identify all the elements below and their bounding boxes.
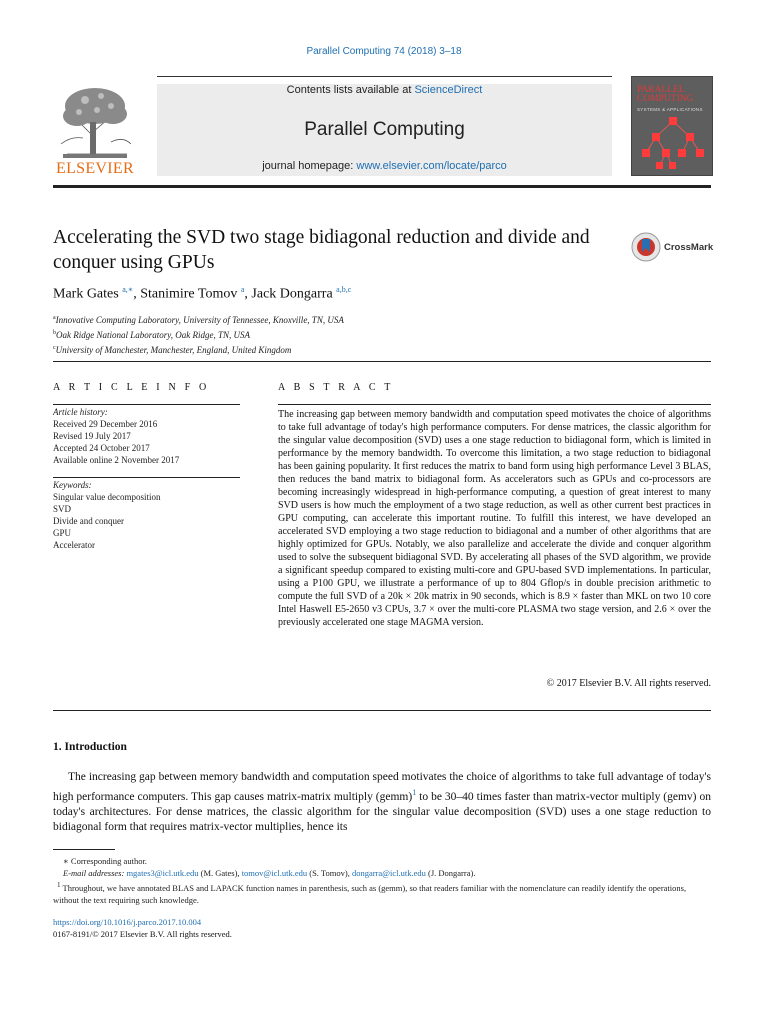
cover-title: PARALLEL COMPUTING	[637, 85, 694, 104]
elsevier-wordmark: ELSEVIER	[56, 160, 134, 177]
abstract-copyright: © 2017 Elsevier B.V. All rights reserved.	[546, 678, 711, 689]
doi-link[interactable]: https://doi.org/10.1016/j.parco.2017.10.004	[53, 917, 202, 927]
history-item: Received 29 December 2016	[53, 419, 158, 429]
divider	[53, 404, 240, 405]
abstract-heading: A B S T R A C T	[278, 382, 394, 393]
introduction-body: The increasing gap between memory bandwidth and computation speed motivates the choice of algorithms to take full advantage of today's high performance computers. This gap causes matrix-matrix multiply (gemm)$^1$ to be 30–40 times faster than matrix-vector multiply (gemv) on today's architectures. For dense matrices, the classic algorithm for the singular value decomposition (SVD) uses a one stage reduction to bidiagonal form that requires matrix-vector multiplies, hence its	[53, 771, 711, 833]
divider	[278, 404, 711, 405]
author-name[interactable]: Jack Dongarra	[251, 286, 333, 302]
header-top-rule	[157, 76, 612, 77]
homepage-prefix: journal homepage:	[262, 160, 357, 172]
crossmark-label: CrossMark	[664, 242, 714, 253]
footnote: $^1$ Throughout, we have annotated BLAS and LAPACK function names in parenthesis, such as (gemm), so that readers familiar with the nomenclature can readily identify the operations, without the text requiring such knowledge.	[53, 881, 687, 905]
history-item: Accepted 24 October 2017	[53, 443, 150, 453]
crossmark-icon	[631, 232, 661, 262]
divider	[53, 361, 711, 362]
author-name[interactable]: Stanimire Tomov	[140, 286, 238, 302]
crossmark-badge[interactable]	[631, 232, 714, 262]
keywords	[53, 479, 240, 551]
issn-copyright: 0167-8191/© 2017 Elsevier B.V. All rights reserved.	[53, 929, 232, 939]
keyword: Accelerator	[53, 540, 95, 550]
cover-subtitle: SYSTEMS & APPLICATIONS	[637, 107, 703, 112]
header-bottom-rule	[53, 185, 711, 188]
affiliation: $^b$Oak Ridge National Laboratory, Oak Ridge, TN, USA	[53, 330, 250, 340]
article-history	[53, 406, 240, 466]
sciencedirect-link[interactable]: ScienceDirect	[414, 84, 483, 96]
journal-citation[interactable]: Parallel Computing 74 (2018) 3–18	[306, 46, 462, 57]
history-item: Revised 19 July 2017	[53, 431, 131, 441]
email-link[interactable]: tomov@icl.utk.edu	[241, 868, 308, 878]
keyword: Divide and conquer	[53, 516, 124, 526]
paper-title: Accelerating the SVD two stage bidiagonal reduction and divide and conquer using GPUs	[53, 227, 590, 273]
homepage-line	[157, 160, 612, 172]
footnote-rule	[53, 849, 115, 850]
cover-tree-graphic	[638, 115, 708, 171]
keyword: SVD	[53, 504, 72, 514]
footnote-ref[interactable]: 1	[412, 788, 417, 797]
footnotes	[53, 855, 711, 906]
email-link[interactable]: mgates3@icl.utk.edu	[126, 868, 199, 878]
email-link[interactable]: dongarra@icl.utk.edu	[351, 868, 426, 878]
keyword: Singular value decomposition	[53, 492, 161, 502]
author-name[interactable]: Mark Gates	[53, 286, 119, 302]
author-list: Mark Gates $^{a,∗}$, Stanimire Tomov $^a$, Jack Dongarra $^{a,b,c}$	[53, 285, 352, 302]
history-item: Available online 2 November 2017	[53, 455, 180, 465]
journal-title: Parallel Computing	[304, 119, 465, 140]
email-addresses: E-mail addresses: mgates3@icl.utk.edu (M. Gates), tomov@icl.utk.edu (S. Tomov), dongarra@icl.utk.edu (J. Dongarra).	[63, 868, 476, 878]
abstract-body: The increasing gap between memory bandwidth and computation speed motivates the choice of algorithms to take full advantage of today's high performance computers. For dense matrices, the classic algorithm for the singular value decomposition (SVD) uses a one stage reduction to bidiagonal form, which is limited in performance by the memory bandwidth. To overcome this limitation, a two stage reduction to bidiagonal has been gaining popularity. It first reduces the matrix to band form using high performance Level 3 BLAS, then reduces the band matrix to bidiagonal form. As accelerators such as GPUs and co-processors are becoming increasingly widespread in high-performance computing, a question of great interest to many SVD users is how much the employment of a two stage reduction, as well as other current best practices in GPU computing, can accelerate this important routine. To fulfill this interest, we have developed an accelerated SVD employing a two stage reduction to bidiagonal and a number of other algorithms that are highly optimized for GPUs. Notably, we also parallelize and accelerate the divide and conquer algorithm used to solve the subsequent bidiagonal SVD. By accelerating all phases of the SVD algorithm, we provide a significant speedup compared to existing multi-core and GPU-based SVD implementations. In particular, using a P100 GPU, we illustrate a performance of up to 804 Gflop/s in double precision arithmetic to compute the full SVD of a 20k × 20k matrix in 90 seconds, which is 8.9 × faster than MKL on two 10 core Intel Haswell E5-2650 v3 CPUs, 3.7 × over the multi-core PLASMA two stage version, and 2.6 × over the previously accelerated one stage MAGMA version.	[278, 409, 711, 628]
journal-cover[interactable]	[631, 76, 713, 176]
author-affiliation-mark[interactable]: a,∗	[122, 285, 134, 294]
author-affiliation-mark[interactable]: a,b,c	[336, 285, 352, 294]
divider	[53, 477, 240, 478]
journal-header	[157, 84, 612, 176]
author-affiliation-mark[interactable]: a	[240, 285, 245, 294]
contents-prefix: Contents lists available at	[286, 84, 415, 96]
article-info-heading: A R T I C L E I N F O	[53, 382, 210, 393]
keyword: GPU	[53, 528, 72, 538]
affiliation: $^c$University of Manchester, Manchester, England, United Kingdom	[53, 345, 292, 355]
section-heading: 1. Introduction	[53, 741, 127, 753]
history-label: Article history:	[53, 407, 108, 417]
corresponding-author-note: ∗ Corresponding author.	[63, 856, 147, 866]
affiliation: $^a$Innovative Computing Laboratory, University of Tennessee, Knoxville, TN, USA	[53, 315, 344, 325]
affiliation-list	[53, 312, 344, 357]
keywords-label: Keywords:	[53, 480, 92, 490]
homepage-link[interactable]: www.elsevier.com/locate/parco	[356, 160, 507, 172]
doi-block	[53, 916, 232, 940]
contents-line	[157, 84, 612, 96]
divider	[53, 710, 711, 711]
